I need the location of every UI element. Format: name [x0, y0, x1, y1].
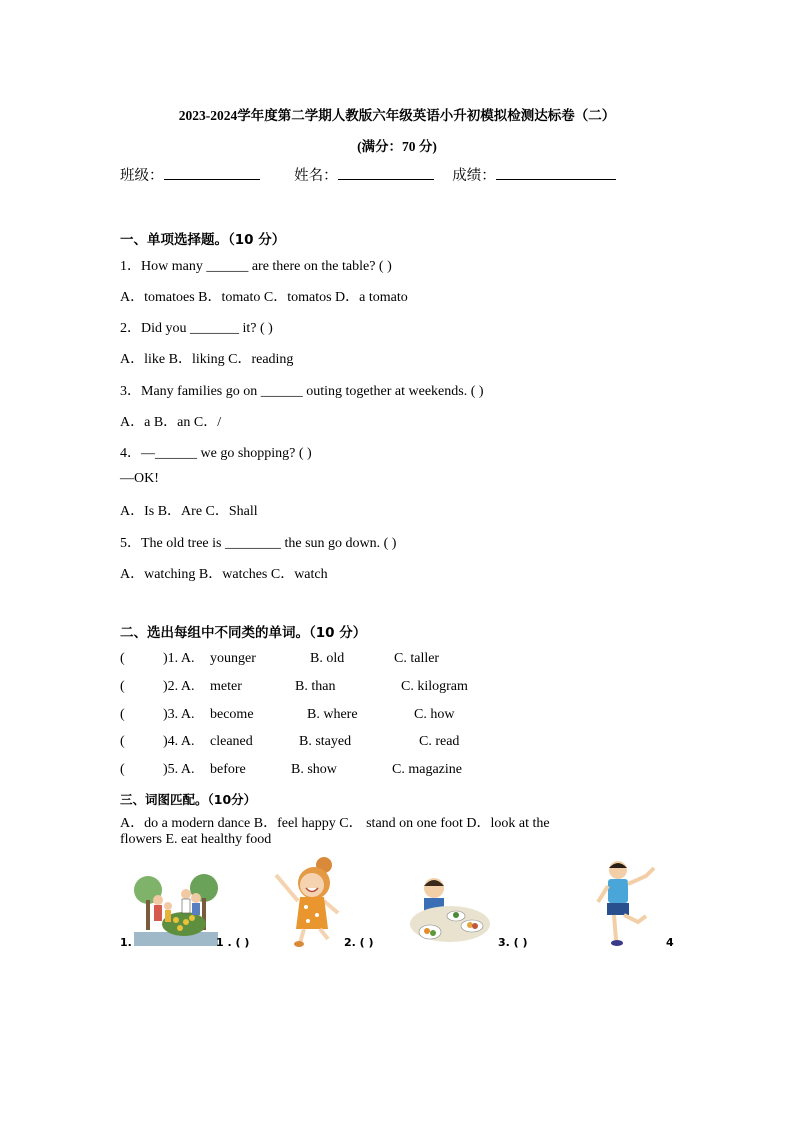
s1-line: 2．Did you _______ it? ( ) — [120, 321, 273, 336]
section1-heading: 一、单项选择题。（10 分） — [120, 232, 286, 248]
s2-option-b: B. old — [310, 651, 345, 666]
section2-heading: 二、选出每组中不同类的单词。（10 分） — [120, 625, 367, 641]
s3-options-line2: flowers E. eat healthy food — [120, 832, 272, 847]
name-label: 姓名： — [294, 168, 338, 184]
s2-option-b: B. stayed — [299, 734, 352, 749]
grade-blank[interactable] — [496, 165, 616, 180]
score-note: (满分：70 分) — [357, 139, 437, 154]
s2-paren: ( — [120, 707, 125, 722]
happy-girl-picture — [262, 855, 346, 947]
s2-paren: ( — [120, 651, 125, 666]
grade-label: 成绩： — [452, 168, 496, 184]
s2-option-b: B. where — [307, 707, 358, 722]
s1-line: A．Is B．Are C．Shall — [120, 504, 258, 519]
s2-option-a: younger — [210, 651, 256, 666]
document-title: 2023-2024学年度第二学期人教版六年级英语小升初模拟检测达标卷（二） — [178, 108, 616, 123]
s2-option-a: meter — [210, 679, 242, 694]
s2-paren: ( — [120, 734, 125, 749]
student-info-row — [120, 164, 616, 185]
s2-option-a: cleaned — [210, 734, 253, 749]
s2-num: )4. A. — [163, 734, 195, 749]
s2-option-c: C. taller — [394, 651, 440, 666]
class-label: 班级： — [120, 168, 164, 184]
s2-option-b: B. than — [295, 679, 336, 694]
s2-option-c: C. read — [419, 734, 460, 749]
s1-line: 3．Many families go on ______ outing together at weekends. ( ) — [120, 384, 484, 399]
s1-line: 4．—______ we go shopping? ( ) — [120, 446, 312, 461]
s1-line: —OK! — [120, 471, 159, 486]
s2-paren: ( — [120, 679, 125, 694]
s2-paren: ( — [120, 762, 125, 777]
s2-num: )5. A. — [163, 762, 195, 777]
boy-eating-picture — [410, 874, 490, 946]
class-blank[interactable] — [164, 165, 260, 180]
s3-picture-label: 1. — [120, 936, 132, 949]
s2-num: )1. A. — [163, 651, 195, 666]
s3-options-line1: A．do a modern dance B．feel happy C． stand on one foot D．look at the — [120, 816, 550, 831]
boy-one-foot-picture — [592, 860, 662, 948]
s1-line: 5．The old tree is ________ the sun go down. ( ) — [120, 536, 397, 551]
name-blank[interactable] — [338, 165, 434, 180]
s3-answer-2[interactable]: 2. ( ) — [344, 936, 374, 949]
s3-answer-4: 4 — [666, 936, 674, 949]
s1-line: A．a B．an C．/ — [120, 415, 222, 430]
s1-line: A．like B．liking C．reading — [120, 352, 294, 367]
s3-answer-1[interactable]: 1 . ( ) — [216, 936, 250, 949]
s2-option-a: before — [210, 762, 246, 777]
s2-num: )3. A. — [163, 707, 195, 722]
s1-line: A．watching B．watches C．watch — [120, 567, 328, 582]
s2-num: )2. A. — [163, 679, 195, 694]
section3-heading: 三、词图匹配。（10分） — [120, 792, 257, 807]
park-flowers-picture — [134, 872, 218, 946]
s1-line: A．tomatoes B．tomato C．tomatos D．a tomato — [120, 290, 408, 305]
s2-option-c: C. kilogram — [401, 679, 468, 694]
s2-option-a: become — [210, 707, 254, 722]
s2-option-b: B. show — [291, 762, 337, 777]
s3-answer-3[interactable]: 3. ( ) — [498, 936, 528, 949]
s1-line: 1．How many ______ are there on the table? ( ) — [120, 259, 392, 274]
s2-option-c: C. magazine — [392, 762, 462, 777]
s2-option-c: C. how — [414, 707, 455, 722]
